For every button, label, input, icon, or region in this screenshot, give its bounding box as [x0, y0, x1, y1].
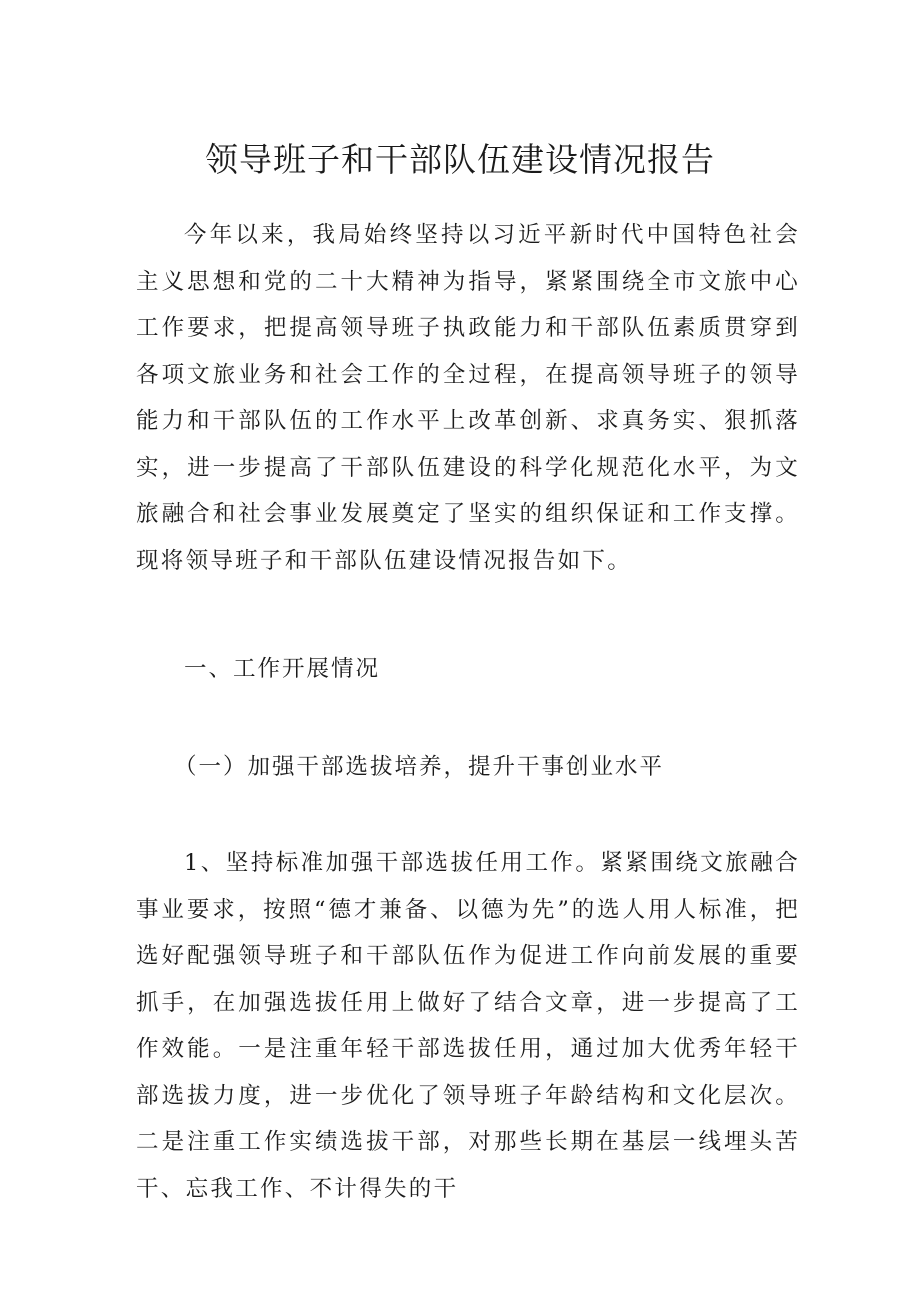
- subsection-heading: （一）加强干部选拔培养，提升干事创业水平: [174, 754, 665, 780]
- intro-paragraph: 今年以来，我局始终坚持以习近平新时代中国特色社会主义思想和党的二十大精神为指导，紧紧围绕全市文旅中心工作要求，把提高领导班子执政能力和干部队伍素质贯穿到各项文旅业务和社会工作的全过程，在提高领导班子的领导能力和干部队伍的工作水平上改革创新、求真务实、狠抓落实，进一步提高了干部队伍建设的科学化规范化水平，为文旅融合和社会事业发展奠定了坚实的组织保证和工作支撑。现将领导班子和干部队伍建设情况报告如下。: [136, 222, 800, 574]
- document-title: 领导班子和干部队伍建设情况报告: [205, 140, 715, 179]
- body-paragraph: 1、坚持标准加强干部选拔任用工作。紧紧围绕文旅融合事业要求，按照“德才兼备、以德为先”的选人用人标准，把选好配强领导班子和干部队伍作为促进工作向前发展的重要抓手，在加强选拔任用上做好了结合文章，进一步提高了工作效能。一是注重年轻干部选拔任用，通过加大优秀年轻干部选拔力度，进一步优化了领导班子年龄结构和文化层次。二是注重工作实绩选拔干部，对那些长期在基层一线埋头苦干、忘我工作、不计得失的干: [136, 850, 800, 1202]
- section-heading: 一、工作开展情况: [184, 656, 381, 682]
